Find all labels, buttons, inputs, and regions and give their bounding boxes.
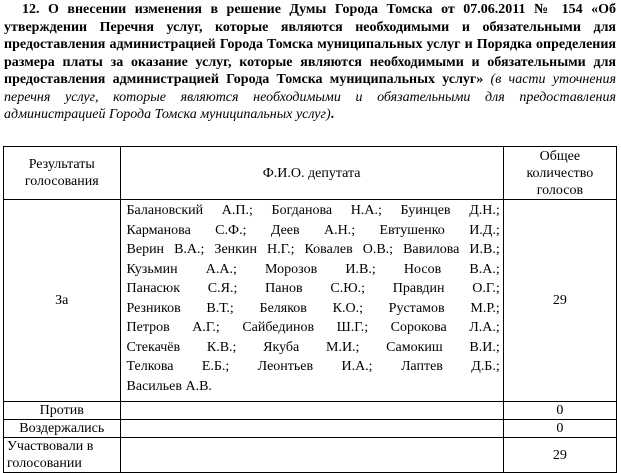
item-number-title: 12. О внесении изменения в решение Думы Города Томска от 07.06.2011 № 154 bbox=[22, 2, 583, 17]
count-participated: 29 bbox=[503, 438, 616, 473]
result-against: Против bbox=[4, 402, 121, 420]
deputies-line: Петров А.Г.; Сайбединов Ш.Г.; Сорокова Л.А.; bbox=[126, 320, 500, 335]
deputies-for-list bbox=[120, 200, 503, 402]
deputies-against-list bbox=[120, 402, 503, 420]
clarification-text: (в части уточнения перечня услуг, которые являются необходимыми и обязательными для предоставления администрацией Города Томска муниципальных услуг) bbox=[4, 72, 617, 122]
agenda-item-header bbox=[4, 1, 616, 124]
table-row-for bbox=[4, 200, 617, 402]
deputies-line: Балановский А.П.; Богданова Н.А.; Буинцев Д.Н.; bbox=[126, 203, 500, 218]
table-row-participated bbox=[4, 438, 617, 473]
result-participated: Участвовали в голосовании bbox=[4, 438, 121, 473]
deputies-line: Резников В.Т.; Беляков К.О.; Рустамов М.Р.; bbox=[126, 300, 500, 316]
deputies-line: Панасюк С.Я.; Панов С.Ю.; Правдин О.Г.; bbox=[126, 281, 500, 296]
deputies-abstained-list bbox=[120, 420, 503, 438]
item-end-punct: . bbox=[330, 107, 335, 122]
deputies-line: Кузьмин А.А.; Морозов И.В.; Носов В.А.; bbox=[126, 261, 500, 277]
voting-results-table bbox=[3, 146, 617, 473]
result-for: За bbox=[4, 200, 121, 402]
deputies-line: Телкова Е.Б.; Леонтьев И.А.; Лаптев Д.Б.; bbox=[126, 359, 500, 374]
header-results: Результаты голосования bbox=[4, 147, 121, 200]
agenda-item-paragraph bbox=[4, 1, 616, 124]
deputies-line: Карманова С.Ф.; Деев А.Н.; Евтушенко И.Д.; bbox=[126, 222, 500, 238]
count-against: 0 bbox=[503, 402, 616, 420]
deputies-line: Васильев А.В. bbox=[126, 378, 212, 394]
table-header-row bbox=[4, 147, 617, 200]
count-abstained: 0 bbox=[503, 420, 616, 438]
decision-title: «Об утверждении Перечня услуг, которые являются необходимыми и обязательными для предоставления администрацией Города Томска муниципальных услуг и Порядка определения размера платы за оказание услуг, которые являются необходимыми и обязательными для предоставления администрацией Города Томска муниципальных услуг» bbox=[4, 2, 616, 87]
table-row-abstained bbox=[4, 420, 617, 438]
count-for: 29 bbox=[503, 200, 616, 402]
result-abstained: Воздержались bbox=[4, 420, 121, 438]
deputies-participated-list bbox=[120, 438, 503, 473]
table-row-against bbox=[4, 402, 617, 420]
deputies-line: Стекачёв К.В.; Якуба М.И.; Самокиш В.И.; bbox=[126, 339, 500, 355]
header-total-votes: Общее количество голосов bbox=[503, 147, 616, 200]
header-deputy-names: Ф.И.О. депутата bbox=[120, 147, 503, 200]
deputies-line: Верин В.А.; Зенкин Н.Г.; Ковалев О.В.; Вавилова И.В.; bbox=[126, 242, 500, 257]
